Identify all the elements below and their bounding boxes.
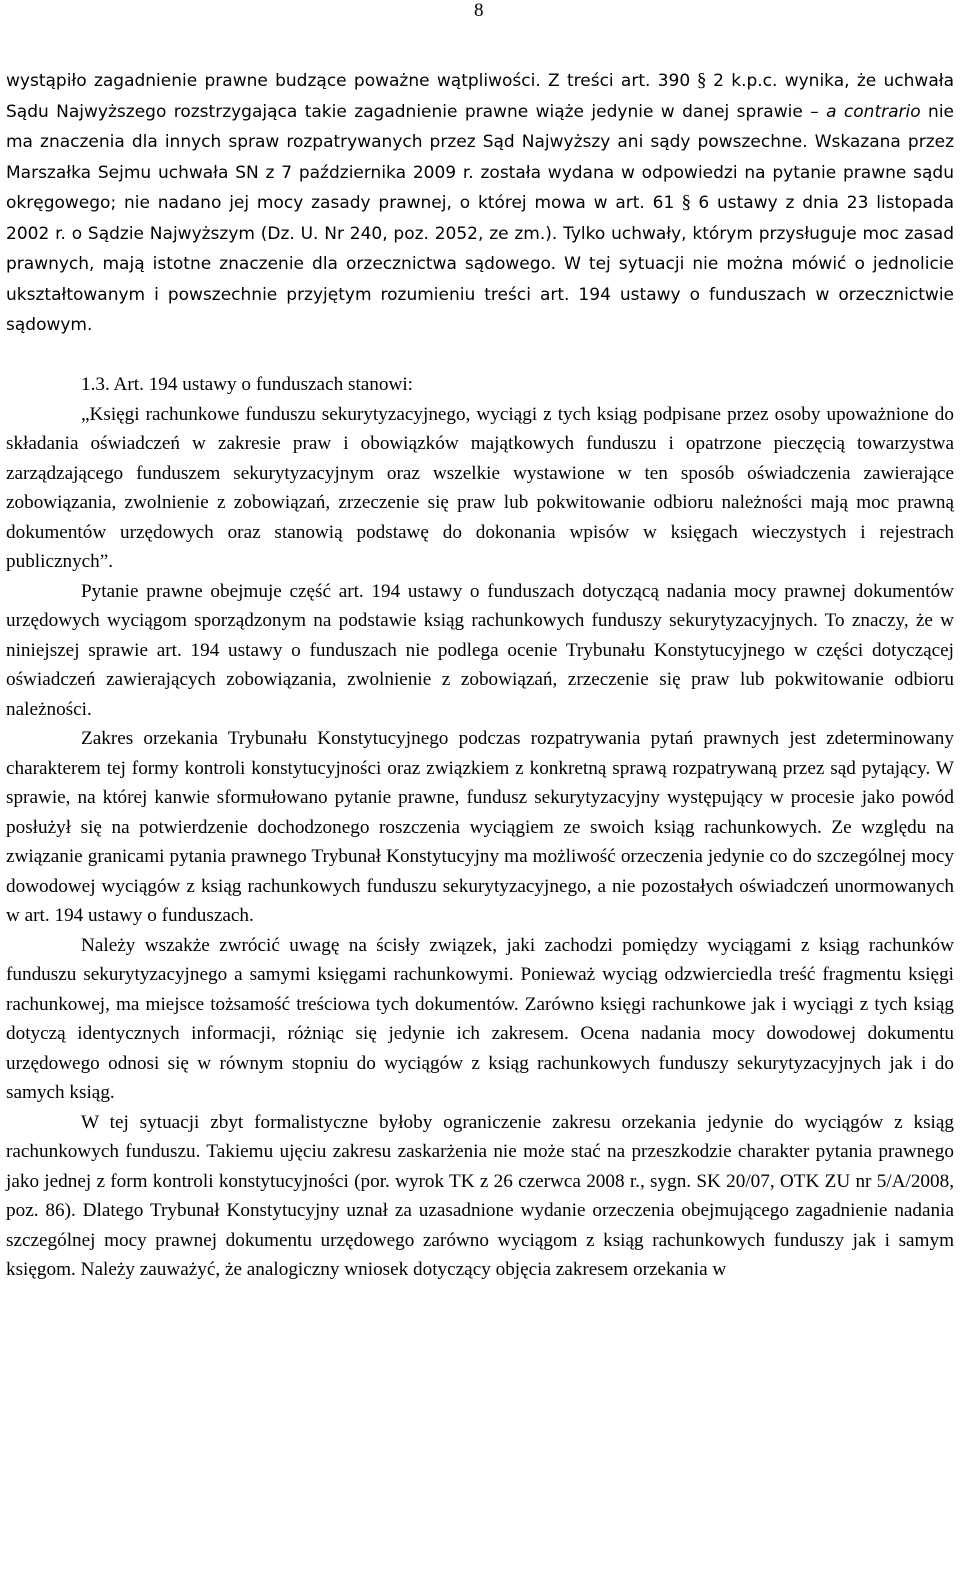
paragraph-5: Należy wszakże zwrócić uwagę na ścisły związek, jaki zachodzi pomiędzy wyciągami z ksiąg rachunków funduszu sekurytyzacyjnego a samymi księgami rachunkowymi. Ponieważ wyciąg odzwierciedla treść fragmentu księgi rachunkowej, ma miejsce tożsamość treściowa tych dokumentów. Zarówno księgi rachunkowe jak i wyciągi z tych ksiąg dotyczą identycznych informacji, różniąc się jedynie ich zakresem. Ocena nadania mocy dowodowej dokumentu urzędowego odnosi się w równym stopniu do wyciągów z ksiąg rachunkowych funduszy sekurytyzacyjnych jak i do samych ksiąg. bbox=[6, 934, 954, 1103]
quote-paragraph: „Księgi rachunkowe funduszu sekurytyzacyjnego, wyciągi z tych ksiąg podpisane przez osoby upoważnione do składania oświadczeń w zakresie praw i obowiązków majątkowych funduszu i opatrzone pieczęcią towarzystwa zarządzającego funduszem sekurytyzacyjnym oraz wszelkie wystawione w ten sposób oświadczenia zawierające zobowiązania, zwolnienie z zobowiązań, zrzeczenie się praw lub pokwitowanie odbioru należności mają moc prawną dokumentów urzędowych oraz stanowią podstawę do dokonania wpisów w księgach wieczystych i rejestrach publicznych”. bbox=[6, 403, 954, 572]
section-sign: § bbox=[681, 192, 692, 213]
paragraph-1-part-c: nie ma znaczenia dla innych spraw rozpatrywanych przez Sąd Najwyższy ani sądy powszechne. Wskazana przez Marszałka Sejmu uchwała SN z 7 października 2009 r. została wydana w odpowiedzi na pytanie prawne sądu okręgowego; nie nadano jej mocy zasady prawnej, o której mowa w art. 61 bbox=[6, 101, 954, 213]
paragraph-1-part-d: 6 ustawy z dnia 23 listopada 2002 r. o Sądzie Najwyższym (Dz. U. Nr 240, poz. 2052, ze zm.). Tylko uchwały, którym przysługuje moc zasad prawnych, mają istotne znaczenie dla orzecznictwa sądowego. W tej sytuacji nie można mówić o jednolicie ukształtowanym i powszechnie przyjętym rozumieniu treści art. 194 ustawy o funduszach w orzecznictwie sądowym. bbox=[6, 193, 955, 335]
paragraph-1-part-b: 2 k.p.c. wynika, że uchwała Sądu Najwyższego rozstrzygająca takie zagadnienie prawne wiąże jedynie w danej sprawie – bbox=[6, 71, 954, 122]
paragraph-1-part-a: wystąpiło zagadnienie prawne budzące poważne wątpliwości. Z treści art. 390 bbox=[6, 71, 691, 91]
paragraph-1-italic: a contrario bbox=[826, 101, 921, 122]
paragraph-6: W tej sytuacji zbyt formalistyczne byłoby ograniczenie zakresu orzekania jedynie do wyciągów z ksiąg rachunkowych funduszu. Takiemu ujęciu zakresu zaskarżenia nie może stać na przeszkodzie charakter pytania prawnego jako jednej z form kontroli konstytucyjności (por. wyrok TK z 26 czerwca 2008 r., sygn. SK 20/07, OTK ZU nr 5/A/2008, poz. 86). Dlatego Trybunał Konstytucyjny uznał za uzasadnione wydanie orzeczenia obejmującego zagadnienie nadania szczególnej mocy prawnej dokumentu urzędowego zarówno wyciągom z ksiąg rachunkowych funduszy jak i samym księgom. Należy zauważyć, że analogiczny wniosek dotyczący objęcia zakresem orzekania w bbox=[6, 1111, 954, 1280]
document-body bbox=[6, 66, 954, 1285]
paragraph-1 bbox=[6, 66, 954, 341]
paragraph-4: Zakres orzekania Trybunału Konstytucyjnego podczas rozpatrywania pytań prawnych jest zdeterminowany charakterem tej formy kontroli konstytucyjności oraz związkiem z konkretną sprawą rozpatrywaną przez sąd pytający. W sprawie, na której kanwie sformułowano pytanie prawne, fundusz sekurytyzacyjny występujący w procesie jako powód posłużył się na potwierdzenie dochodzonego roszczenia wyciągiem ze swoich ksiąg rachunkowych. Ze względu na związanie granicami pytania prawnego Trybunał Konstytucyjny ma możliwość orzeczenia jedynie co do szczególnej mocy dowodowej wyciągów z ksiąg rachunkowych funduszu sekurytyzacyjnego, a nie pozostałych oświadczeń unormowanych w art. 194 ustawy o funduszach. bbox=[6, 728, 954, 926]
section-sign: § bbox=[696, 70, 707, 91]
paragraph-3: Pytanie prawne obejmuje część art. 194 ustawy o funduszach dotyczącą nadania mocy prawnej dokumentów urzędowych wyciągom sporządzonym na podstawie ksiąg rachunkowych funduszy sekurytyzacyjnych. To znaczy, że w niniejszej sprawie art. 194 ustawy o funduszach nie podlega ocenie Trybunału Konstytucyjnego w części dotyczącej oświadczeń zawierających zobowiązania, zwolnienie z zobowiązań, zrzeczenie się praw lub pokwitowanie odbioru należności. bbox=[6, 580, 954, 720]
section-heading: 1.3. Art. 194 ustawy o funduszach stanowi: bbox=[81, 374, 414, 395]
page-number: 8 bbox=[474, 0, 484, 21]
